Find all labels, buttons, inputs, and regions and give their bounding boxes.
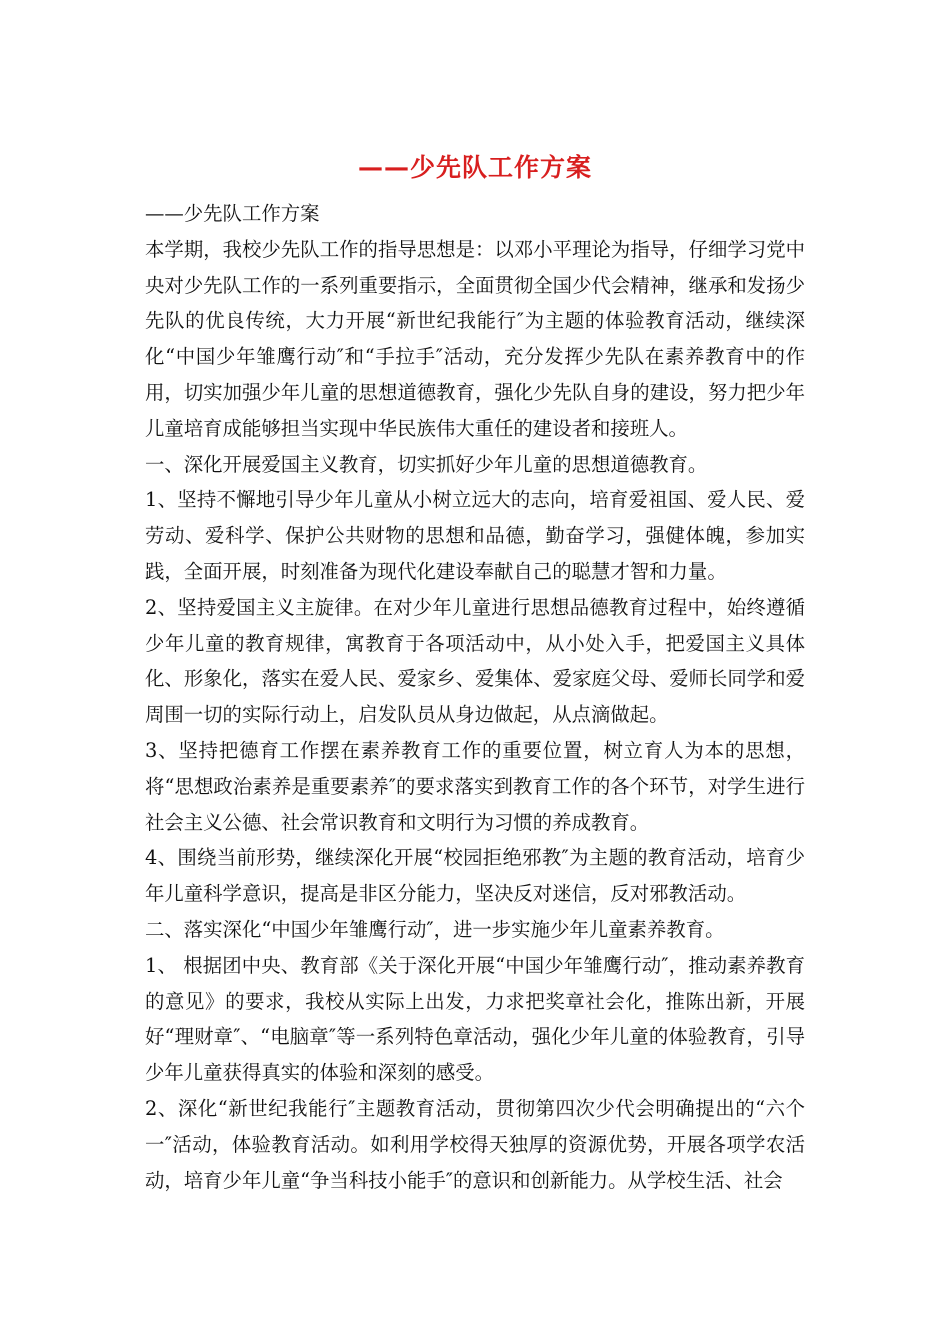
body-paragraph: 本学期，我校少先队工作的指导思想是：以邓小平理论为指导，仔细学习党中央对少先队工作的一系列重要指示，全面贯彻全国少代会精神，继承和发扬少先队的优良传统，大力开展“新世纪我能行″为主题的体验教育活动，继续深化“中国少年雏鹰行动″和“手拉手″活动，充分发挥少先队在素养教育中的作用，切实加强少年儿童的思想道德教育，强化少先队自身的建设，努力把少年儿童培育成能够担当实现中华民族伟大重任的建设者和接班人。 [145,237,805,440]
body-paragraph: 2、深化“新世纪我能行″主题教育活动，贯彻第四次少代会明确提出的“六个一″活动，体验教育活动。如利用学校得天独厚的资源优势，开展各项学农活动，培育少年儿童“争当科技小能手″的意识和创新能力。从学校生活、社会 [145,1096,805,1192]
body-paragraph: 2、坚持爱国主义主旋律。在对少年儿童进行思想品德教育过程中，始终遵循少年儿童的教育规律，寓教育于各项活动中，从小处入手，把爱国主义具体化、形象化，落实在爱人民、爱家乡、爱集体、爱家庭父母、爱师长同学和爱周围一切的实际行动上，启发队员从身边做起，从点滴做起。 [145,595,805,727]
body-paragraph: 1、 根据团中央、教育部《关于深化开展“中国少年雏鹰行动″，推动素养教育的意见》的要求，我校从实际上出发，力求把奖章社会化，推陈出新，开展好“理财章″、“电脑章″等一系列特色章活动，强化少年儿童的体验教育，引导少年儿童获得真实的体验和深刻的感受。 [145,953,805,1085]
document-body [145,196,805,1198]
body-paragraph: 4、围绕当前形势，继续深化开展“校园拒绝邪教″为主题的教育活动，培育少年儿童科学意识，提高是非区分能力，坚决反对迷信，反对邪教活动。 [145,846,805,906]
document-title: ——少先队工作方案 [357,153,592,182]
body-paragraph: 1、坚持不懈地引导少年儿童从小树立远大的志向，培育爱祖国、爱人民、爱劳动、爱科学、保护公共财物的思想和品德，勤奋学习，强健体魄，参加实践，全面开展，时刻准备为现代化建设奉献自己的聪慧才智和力量。 [145,488,805,583]
body-paragraph: 3、坚持把德育工作摆在素养教育工作的重要位置，树立育人为本的思想，将“思想政治素养是重要素养″的要求落实到教育工作的各个环节，对学生进行社会主义公德、社会常识教育和文明行为习惯的养成教育。 [145,738,805,834]
section-heading: 一、深化开展爱国主义教育，切实抓好少年儿童的思想道德教育。 [145,452,708,476]
body-paragraph: ——少先队工作方案 [145,202,320,225]
section-heading: 二、落实深化“中国少年雏鹰行动″，进一步实施少年儿童素养教育。 [145,917,725,941]
